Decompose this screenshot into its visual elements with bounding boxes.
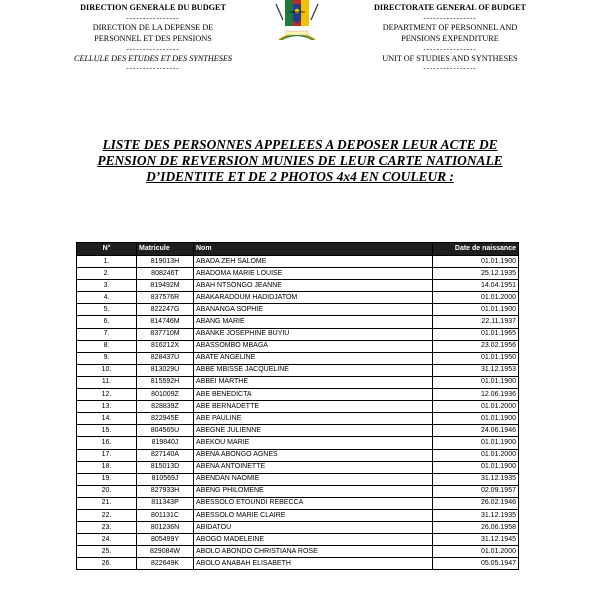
- directorate-fr: DIRECTION GENERALE DU BUDGET: [80, 3, 226, 12]
- cell-name: ABE PAULINE: [194, 413, 433, 425]
- cell-name: ABEKOU MARIE: [194, 437, 433, 449]
- col-header-name: Nom: [194, 243, 433, 256]
- separator: ----------------: [423, 64, 477, 73]
- table-row: [77, 558, 519, 570]
- title-line-1: LISTE DES PERSONNES APPELEES A DEPOSER LEUR ACTE DE: [102, 137, 498, 152]
- persons-table: [76, 242, 519, 570]
- cell-number: 5.: [77, 304, 137, 316]
- cell-name: ABE BERNADETTE: [194, 401, 433, 413]
- table-row: [77, 461, 519, 473]
- unit-en: UNIT OF STUDIES AND SYNTHESES: [382, 53, 518, 63]
- cell-number: 7.: [77, 328, 137, 340]
- cell-number: 24.: [77, 534, 137, 546]
- department-en-line2: PENSIONS EXPENDITURE: [401, 34, 499, 44]
- cell-birthdate: 01.01.2000: [433, 546, 519, 558]
- cell-name: ABBE MBISSE JACQUELINE: [194, 364, 433, 376]
- cell-birthdate: 31.12.1935: [433, 473, 519, 485]
- col-header-matricule: Matricule: [137, 243, 194, 256]
- table-row: [77, 376, 519, 388]
- cell-birthdate: 01.01.1900: [433, 256, 519, 268]
- cell-birthdate: 14.04.1951: [433, 280, 519, 292]
- cell-number: 11.: [77, 376, 137, 388]
- cell-name: ABENA ANTOINETTE: [194, 461, 433, 473]
- cell-name: ABOGO MADELEINE: [194, 534, 433, 546]
- cell-number: 16.: [77, 437, 137, 449]
- cell-name: ABESSOLO MARIE CLAIRE: [194, 509, 433, 521]
- separator: ----------------: [423, 44, 477, 53]
- cell-birthdate: 01.01.2000: [433, 401, 519, 413]
- table-row: [77, 389, 519, 401]
- table-row: [77, 546, 519, 558]
- cell-matricule: 815592H: [137, 376, 194, 388]
- department-en-line1: DEPARTMENT OF PERSONNEL AND: [382, 22, 518, 32]
- table-row: [77, 352, 519, 364]
- cell-matricule: 810569J: [137, 473, 194, 485]
- cell-birthdate: 24.06.1946: [433, 425, 519, 437]
- cell-matricule: 804565U: [137, 425, 194, 437]
- table-row: [77, 328, 519, 340]
- table-row: [77, 340, 519, 352]
- cell-number: 4.: [77, 292, 137, 304]
- cell-birthdate: 31.12.1945: [433, 534, 519, 546]
- cell-matricule: 822649K: [137, 558, 194, 570]
- document-title: [70, 137, 530, 184]
- table-row: [77, 280, 519, 292]
- cell-name: ABBEI MARTHE: [194, 376, 433, 388]
- header-left: [38, 2, 268, 72]
- cell-birthdate: 23.02.1956: [433, 340, 519, 352]
- cell-number: 3.: [77, 280, 137, 292]
- cell-birthdate: 01.01.1900: [433, 461, 519, 473]
- department-fr-line2: PERSONNEL ET DES PENSIONS: [94, 34, 212, 44]
- cell-matricule: 822247G: [137, 304, 194, 316]
- persons-table-wrapper: [76, 242, 518, 570]
- cell-number: 12.: [77, 389, 137, 401]
- cell-matricule: 827933H: [137, 485, 194, 497]
- cell-matricule: 801236N: [137, 522, 194, 534]
- cell-matricule: 808246T: [137, 268, 194, 280]
- separator: ----------------: [126, 13, 180, 22]
- table-row: [77, 534, 519, 546]
- table-header-row: [77, 243, 519, 256]
- coat-of-arms-emblem: [252, 0, 342, 40]
- cell-birthdate: 22.11.1937: [433, 316, 519, 328]
- table-row: [77, 316, 519, 328]
- cell-number: 18.: [77, 461, 137, 473]
- cell-birthdate: 12.06.1936: [433, 389, 519, 401]
- cell-birthdate: 02.09.1957: [433, 485, 519, 497]
- cell-number: 26.: [77, 558, 137, 570]
- cell-birthdate: 31.12.1953: [433, 364, 519, 376]
- unit-fr: CELLULE DES ETUDES ET DES SYNTHESES: [74, 53, 232, 63]
- cell-number: 2.: [77, 268, 137, 280]
- cell-matricule: 837576R: [137, 292, 194, 304]
- cell-matricule: 801131C: [137, 509, 194, 521]
- table-row: [77, 401, 519, 413]
- cell-birthdate: 01.01.1900: [433, 413, 519, 425]
- cell-matricule: 819492M: [137, 280, 194, 292]
- cell-matricule: 816212X: [137, 340, 194, 352]
- table-row: [77, 268, 519, 280]
- cell-name: ABOLO ABONDO CHRISTIANA ROSE: [194, 546, 433, 558]
- cell-name: ABASSOMBO MBAGA: [194, 340, 433, 352]
- cell-name: ABE BENEDICTA: [194, 389, 433, 401]
- cell-matricule: 819840J: [137, 437, 194, 449]
- cell-matricule: 827140A: [137, 449, 194, 461]
- table-row: [77, 485, 519, 497]
- cell-birthdate: 25.12.1935: [433, 268, 519, 280]
- cell-number: 14.: [77, 413, 137, 425]
- table-row: [77, 292, 519, 304]
- cell-name: ABOLO ANABAH ELISABETH: [194, 558, 433, 570]
- department-fr-line1: DIRECTION DE LA DEPENSE DE: [92, 22, 214, 32]
- cell-birthdate: 01.01.2000: [433, 292, 519, 304]
- cell-name: ABENDAN NAOMIE: [194, 473, 433, 485]
- cell-number: 17.: [77, 449, 137, 461]
- cell-birthdate: 01.01.1965: [433, 328, 519, 340]
- cell-matricule: 815013D: [137, 461, 194, 473]
- table-body: [77, 256, 519, 570]
- table-row: [77, 413, 519, 425]
- cell-matricule: 829084W: [137, 546, 194, 558]
- cell-name: ABAKARADOUM HADIDJATOM: [194, 292, 433, 304]
- table-row: [77, 522, 519, 534]
- cell-birthdate: 26.06.1958: [433, 522, 519, 534]
- cell-number: 25.: [77, 546, 137, 558]
- table-row: [77, 364, 519, 376]
- cell-name: ABENA ABONGO AGNES: [194, 449, 433, 461]
- table-row: [77, 437, 519, 449]
- cell-number: 6.: [77, 316, 137, 328]
- separator: ----------------: [423, 13, 477, 22]
- cell-matricule: 828437U: [137, 352, 194, 364]
- cell-name: ABADA ZEH SALOME: [194, 256, 433, 268]
- cell-number: 15.: [77, 425, 137, 437]
- cell-birthdate: 31.12.1935: [433, 509, 519, 521]
- separator: ----------------: [126, 44, 180, 53]
- col-header-birthdate: Date de naissance: [433, 243, 519, 256]
- cell-number: 21.: [77, 497, 137, 509]
- table-row: [77, 509, 519, 521]
- cell-matricule: 819013H: [137, 256, 194, 268]
- cell-name: ABANKE JOSEPHINE BUYIU: [194, 328, 433, 340]
- cell-name: ABEGNE JULIENNE: [194, 425, 433, 437]
- cell-number: 10.: [77, 364, 137, 376]
- separator: ----------------: [126, 64, 180, 73]
- cell-name: ABANG MARIE: [194, 316, 433, 328]
- cell-birthdate: 01.01.1900: [433, 376, 519, 388]
- col-header-number: N°: [77, 243, 137, 256]
- cell-name: ABIDATOU: [194, 522, 433, 534]
- cell-matricule: 828839Z: [137, 401, 194, 413]
- cell-name: ABESSOLO ETOUNDI REBECCA: [194, 497, 433, 509]
- table-row: [77, 425, 519, 437]
- cell-number: 22.: [77, 509, 137, 521]
- table-row: [77, 256, 519, 268]
- cell-number: 9.: [77, 352, 137, 364]
- cell-number: 1.: [77, 256, 137, 268]
- table-row: [77, 449, 519, 461]
- cell-birthdate: 05.05.1947: [433, 558, 519, 570]
- cell-birthdate: 26.02.1946: [433, 497, 519, 509]
- cell-birthdate: 01.01.1900: [433, 304, 519, 316]
- cell-birthdate: 01.01.1900: [433, 437, 519, 449]
- table-row: [77, 497, 519, 509]
- header-right: [335, 2, 565, 72]
- cell-matricule: 813029U: [137, 364, 194, 376]
- cell-matricule: 814746M: [137, 316, 194, 328]
- table-row: [77, 304, 519, 316]
- directorate-en: DIRECTORATE GENERAL OF BUDGET: [373, 3, 527, 12]
- cell-name: ABENG PHILOMENE: [194, 485, 433, 497]
- cell-matricule: 837710M: [137, 328, 194, 340]
- title-line-2: PENSION DE REVERSION MUNIES DE LEUR CARTE NATIONALE: [97, 152, 503, 168]
- cell-birthdate: 01.01.1950: [433, 352, 519, 364]
- cell-matricule: 822945E: [137, 413, 194, 425]
- cell-name: ABADOMA MARIE LOUISE: [194, 268, 433, 280]
- table-row: [77, 473, 519, 485]
- cell-name: ABATE ANGELINE: [194, 352, 433, 364]
- cell-matricule: 801009Z: [137, 389, 194, 401]
- cell-number: 20.: [77, 485, 137, 497]
- cell-number: 23.: [77, 522, 137, 534]
- title-line-3: D’IDENTITE ET DE 2 PHOTOS 4x4 EN COULEUR :: [146, 168, 454, 184]
- cell-name: ABANANGA SOPHIE: [194, 304, 433, 316]
- cell-matricule: 805499Y: [137, 534, 194, 546]
- cell-birthdate: 01.01.2000: [433, 449, 519, 461]
- cell-number: 13.: [77, 401, 137, 413]
- cell-name: ABAH NTSONGO JEANNE: [194, 280, 433, 292]
- cell-number: 19.: [77, 473, 137, 485]
- cell-number: 8.: [77, 340, 137, 352]
- cell-matricule: 811343P: [137, 497, 194, 509]
